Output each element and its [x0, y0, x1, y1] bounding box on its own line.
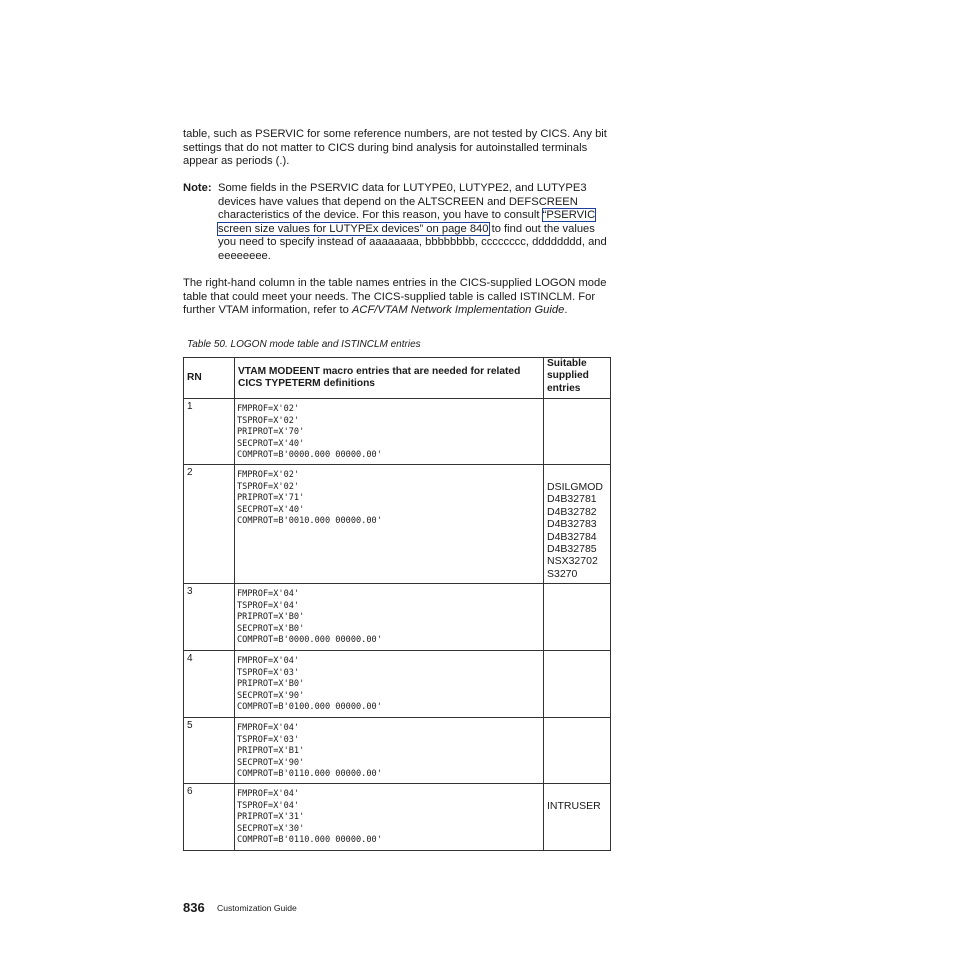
entries-cell: [544, 399, 611, 465]
entries-cell: [544, 584, 611, 651]
rn-cell: 3: [184, 584, 235, 651]
table-row: [184, 784, 611, 851]
table-row: [184, 718, 611, 784]
intro-paragraph: table, such as PSERVIC for some reference numbers, are not tested by CICS. Any bit settings that do not matter to CICS during bind analysis for autoinstalled terminals appear as periods (.).: [183, 128, 607, 168]
rn-cell: 5: [184, 718, 235, 784]
modeent-cell: FMPROF=X'04' TSPROF=X'04' PRIPROT=X'31' SECPROT=X'30' COMPROT=B'0110.000 00000.00': [235, 784, 544, 851]
note-body: [218, 182, 613, 264]
rn-cell: 2: [184, 465, 235, 584]
modeent-cell: FMPROF=X'04' TSPROF=X'03' PRIPROT=X'B1' SECPROT=X'90' COMPROT=B'0110.000 00000.00': [235, 718, 544, 784]
entries-cell: DSILGMOD D4B32781 D4B32782 D4B32783 D4B32784 D4B32785 NSX32702 S3270: [544, 465, 611, 584]
book-title-reference: ACF/VTAM Network Implementation Guide: [351, 304, 565, 317]
note-text-before: Some fields in the PSERVIC data for LUTYPE0, LUTYPE2, and LUTYPE3 devices have values that depend on the ALTSCREEN and DEFSCREEN characteristics of the device. For this reason, you have to consult: [218, 182, 587, 222]
header-rn: RN: [184, 358, 235, 399]
note-label: Note:: [183, 182, 212, 194]
table-header-row: [184, 358, 611, 399]
modeent-cell: FMPROF=X'02' TSPROF=X'02' PRIPROT=X'71' SECPROT=X'40' COMPROT=B'0010.000 00000.00': [235, 465, 544, 584]
header-entries: Suitable supplied entries: [544, 358, 611, 399]
modeent-cell: FMPROF=X'04' TSPROF=X'04' PRIPROT=X'B0' SECPROT=X'B0' COMPROT=B'0000.000 00000.00': [235, 584, 544, 651]
table-row: [184, 651, 611, 718]
modeent-cell: FMPROF=X'02' TSPROF=X'02' PRIPROT=X'70' SECPROT=X'40' COMPROT=B'0000.000 00000.00': [235, 399, 544, 465]
rn-cell: 4: [184, 651, 235, 718]
page-number: 836: [183, 900, 205, 915]
table-row: [184, 465, 611, 584]
rn-cell: 6: [184, 784, 235, 851]
pservic-cross-reference-link[interactable]: “PSERVIC screen size values for LUTYPEx devices” on page 840: [218, 209, 596, 235]
table-row: [184, 399, 611, 465]
entries-cell: [544, 718, 611, 784]
entries-cell: [544, 651, 611, 718]
footer-book-title: Customization Guide: [217, 903, 297, 913]
header-modeent: VTAM MODEENT macro entries that are needed for related CICS TYPETERM definitions: [235, 358, 544, 399]
table-caption: Table 50. LOGON mode table and ISTINCLM entries: [187, 339, 421, 350]
table-row: [184, 584, 611, 651]
paragraph2-text: The right-hand column in the table names entries in the CICS-supplied LOGON mode table that could meet your needs. The CICS-supplied table is called ISTINCLM. For further VTAM information, refer to: [183, 277, 607, 317]
logon-mode-table: [183, 357, 611, 851]
note-text-after: to find out the values you need to specify instead of aaaaaaaa, bbbbbbbb, cccccccc, dddddddd, and eeeeeeee.: [218, 222, 607, 262]
rn-cell: 1: [184, 399, 235, 465]
entries-cell: INTRUSER: [544, 784, 611, 851]
paragraph2-end: .: [564, 304, 568, 317]
modeent-cell: FMPROF=X'04' TSPROF=X'03' PRIPROT=X'B0' SECPROT=X'90' COMPROT=B'0100.000 00000.00': [235, 651, 544, 718]
logon-mode-paragraph: [183, 277, 613, 318]
